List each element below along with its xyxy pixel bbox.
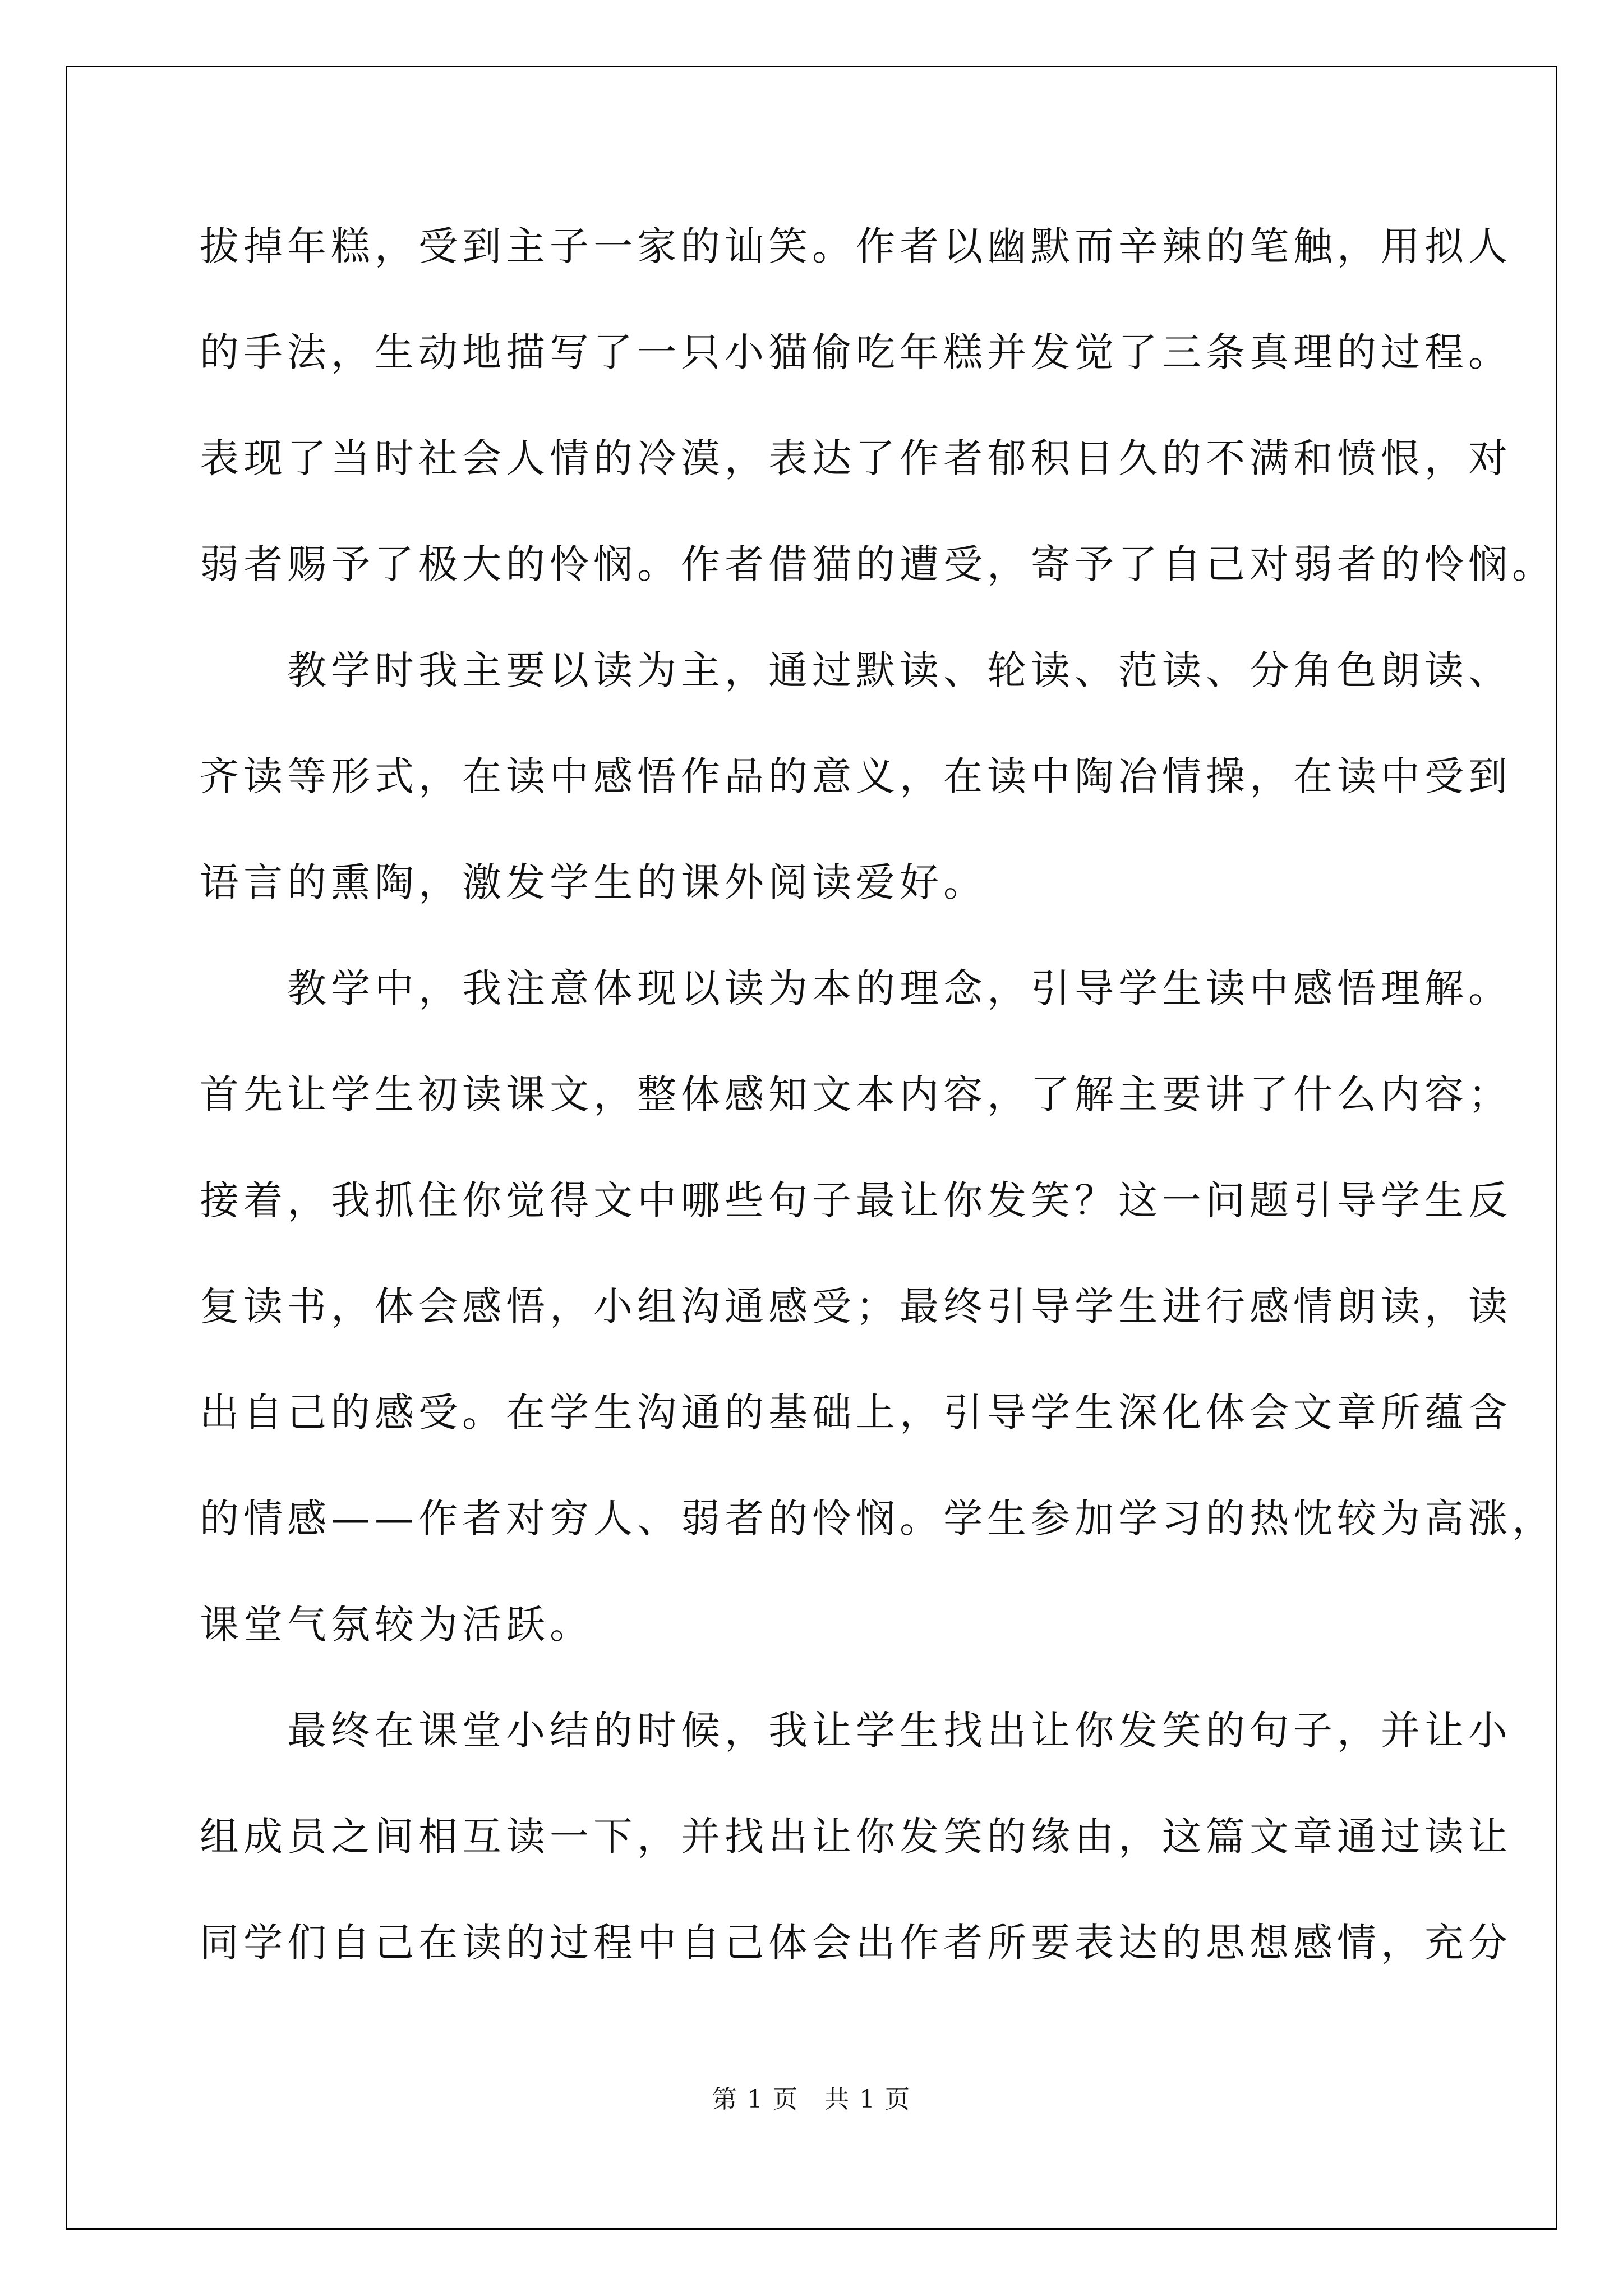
text-line: 首先让学生初读课文，整体感知文本内容，了解主要讲了什么内容；: [200, 1071, 1512, 1117]
text-line: 组成员之间相互读一下，并找出让你发笑的缘由，这篇文章通过读让: [200, 1814, 1512, 1860]
text-line: 同学们自己在读的过程中自己体会出作者所要表达的思想感情，充分: [200, 1920, 1512, 1966]
text-line: 出自己的感受。在学生沟通的基础上，引导学生深化体会文章所蕴含: [200, 1389, 1512, 1435]
text-line: 课堂气氛较为活跃。: [200, 1602, 593, 1648]
text-line: 复读书，体会感悟，小组沟通感受；最终引导学生进行感情朗读，读: [200, 1283, 1512, 1329]
text-line: 接着，我抓住你觉得文中哪些句子最让你发笑？这一问题引导学生反: [200, 1177, 1512, 1223]
text-line: 表现了当时社会人情的冷漠，表达了作者郁积日久的不满和愤恨，对: [200, 435, 1512, 481]
paragraph-start-line: 教学时我主要以读为主，通过默读、轮读、范读、分角色朗读、: [200, 647, 1512, 693]
paragraph-start-line: 教学中，我注意体现以读为本的理念，引导学生读中感悟理解。: [200, 965, 1512, 1011]
text-line: 的手法，生动地描写了一只小猫偷吃年糕并发觉了三条真理的过程。: [200, 329, 1512, 375]
page-border: [66, 66, 1557, 2230]
text-line: 弱者赐予了极大的怜悯。作者借猫的遭受，寄予了自己对弱者的怜悯。: [200, 541, 1556, 587]
page-number-footer: 第 1 页 共 1 页: [712, 2085, 911, 2114]
text-line: 齐读等形式，在读中感悟作品的意义，在读中陶冶情操，在读中受到: [200, 753, 1512, 799]
text-line: 的情感——作者对穷人、弱者的怜悯。学生参加学习的热忱较为高涨，: [200, 1496, 1556, 1542]
text-line: 语言的熏陶，激发学生的课外阅读爱好。: [200, 859, 987, 905]
paragraph-start-line: 最终在课堂小结的时候，我让学生找出让你发笑的句子，并让小: [200, 1708, 1512, 1754]
text-line: 拔掉年糕，受到主子一家的讪笑。作者以幽默而辛辣的笔触，用拟人: [200, 223, 1512, 269]
